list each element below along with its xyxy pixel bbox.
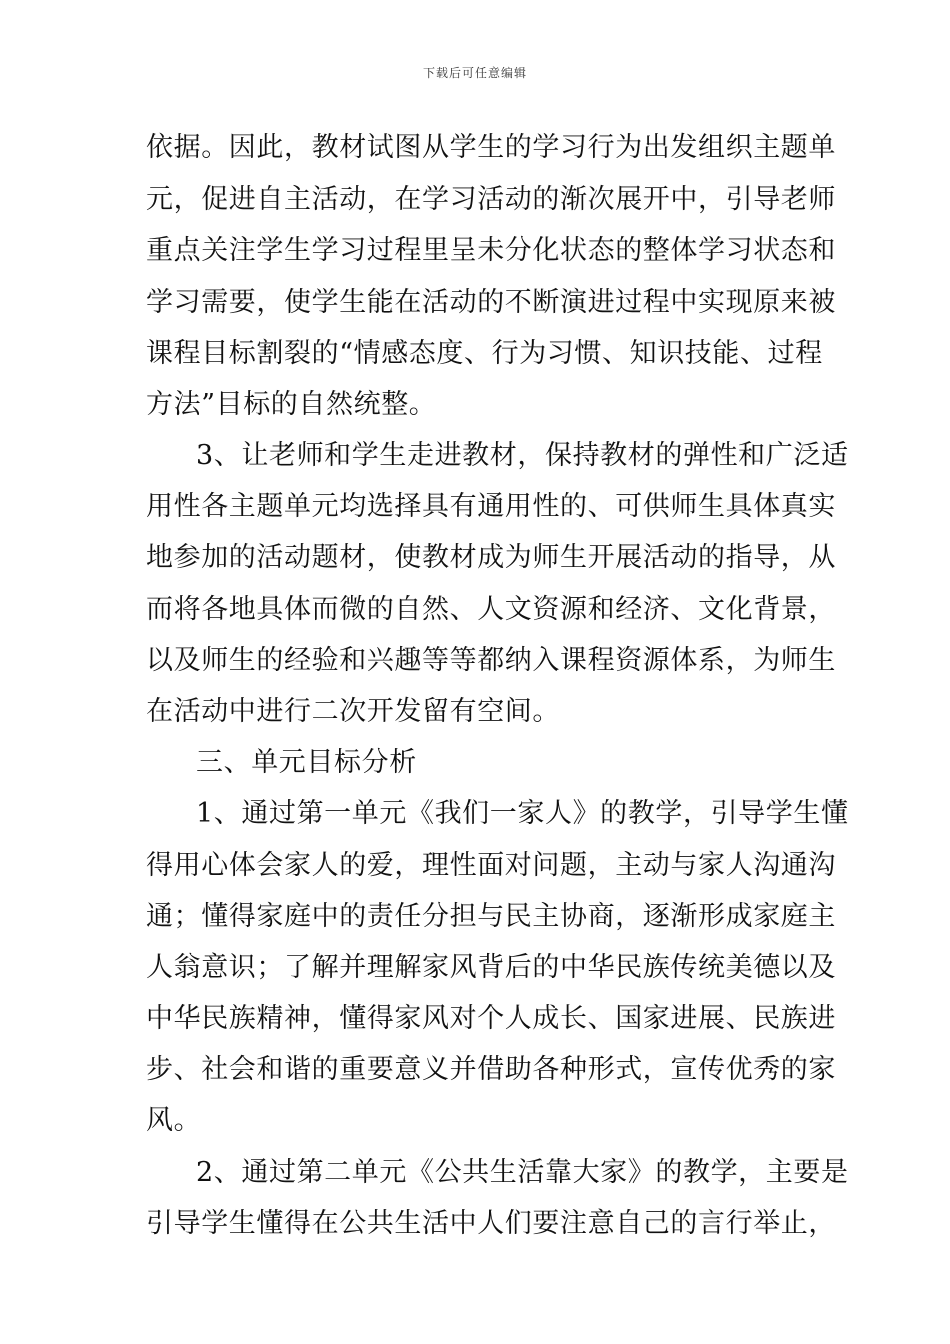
- text-line: 2、通过第二单元《公共生活靠大家》的教学，主要是: [196, 1157, 849, 1188]
- text-line: 三、单元目标分析: [196, 747, 417, 778]
- text-line: 得用心体会家人的爱，理性面对问题，主动与家人沟通沟: [146, 850, 836, 881]
- text-line: 风。: [146, 1105, 202, 1136]
- text-line: 而将各地具体而微的自然、人文资源和经济、文化背景，: [146, 594, 836, 625]
- text-line: 方法”目标的自然统整。: [146, 389, 437, 420]
- text-line: 依据。因此，教材试图从学生的学习行为出发组织主题单: [146, 132, 836, 163]
- text-line: 课程目标割裂的“情感态度、行为习惯、知识技能、过程: [146, 338, 823, 369]
- text-line: 学习需要，使学生能在活动的不断演进过程中实现原来被: [146, 287, 836, 318]
- text-line: 步、社会和谐的重要意义并借助各种形式，宣传优秀的家: [146, 1054, 836, 1085]
- text-line: 地参加的活动题材，使教材成为师生开展活动的指导，从: [146, 542, 836, 573]
- page-header: 下载后可任意编辑: [422, 66, 527, 80]
- text-line: 通；懂得家庭中的责任分担与民主协商，逐渐形成家庭主: [146, 901, 836, 932]
- text-line: 用性各主题单元均选择具有通用性的、可供师生具体真实: [146, 491, 836, 522]
- text-line: 重点关注学生学习过程里呈未分化状态的整体学习状态和: [146, 235, 836, 266]
- text-line: 3、让老师和学生走进教材，保持教材的弹性和广泛适: [196, 440, 849, 471]
- text-line: 在活动中进行二次开发留有空间。: [146, 696, 560, 727]
- text-line: 以及师生的经验和兴趣等等都纳入课程资源体系，为师生: [146, 645, 836, 676]
- text-line: 人翁意识；了解并理解家风背后的中华民族传统美德以及: [146, 952, 836, 983]
- text-line: 引导学生懂得在公共生活中人们要注意自己的言行举止，: [146, 1208, 836, 1239]
- text-line: 中华民族精神，懂得家风对个人成长、国家进展、民族进: [146, 1003, 836, 1034]
- text-line: 元，促进自主活动，在学习活动的渐次展开中，引导老师: [146, 184, 836, 215]
- text-line: 1、通过第一单元《我们一家人》的教学，引导学生懂: [196, 798, 849, 829]
